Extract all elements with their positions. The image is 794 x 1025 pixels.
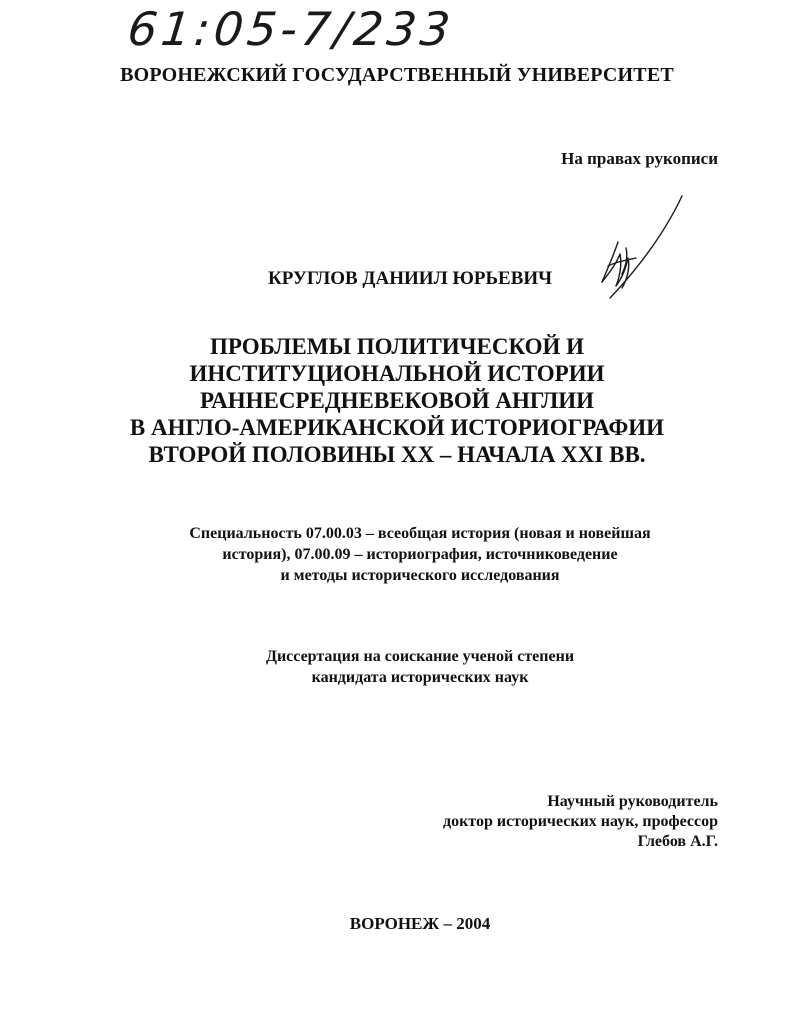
specialty-block [0,523,794,586]
title-line: ПРОБЛЕМЫ ПОЛИТИЧЕСКОЙ И [209,334,585,359]
rights-note: На правах рукописи [561,149,718,168]
title-line: В АНГЛО-АМЕРИКАНСКОЙ ИСТОРИОГРАФИИ [129,415,665,440]
city-year: ВОРОНЕЖ – 2004 [349,914,491,933]
degree-block [0,646,794,688]
catalog-number: 61:05-7/233 [125,2,457,56]
supervisor-line: Научный руководитель [547,793,718,810]
specialty-line: Специальность 07.00.03 – всеобщая история (новая и новейшая [189,525,651,542]
title-line: ИНСТИТУЦИОНАЛЬНОЙ ИСТОРИИ [189,361,605,386]
degree-line: кандидата исторических наук [311,669,529,686]
supervisor-line: доктор исторических наук, профессор [442,813,718,830]
degree-line: Диссертация на соискание ученой степени [265,648,575,665]
supervisor-line: Глебов А.Г. [637,833,718,850]
title-line: ВТОРОЙ ПОЛОВИНЫ XX – НАЧАЛА XXI ВВ. [148,442,646,467]
author-name: КРУГЛОВ ДАНИИЛ ЮРЬЕВИЧ [268,268,553,289]
author-signature [596,192,692,304]
specialty-line: и методы исторического исследования [280,567,560,584]
dissertation-title [0,333,794,468]
title-line: РАННЕСРЕДНЕВЕКОВОЙ АНГЛИИ [199,388,595,413]
specialty-line: история), 07.00.09 – историография, источниковедение [222,546,618,563]
supervisor-block [443,792,718,852]
university-name: ВОРОНЕЖСКИЙ ГОСУДАРСТВЕННЫЙ УНИВЕРСИТЕТ [120,64,674,86]
